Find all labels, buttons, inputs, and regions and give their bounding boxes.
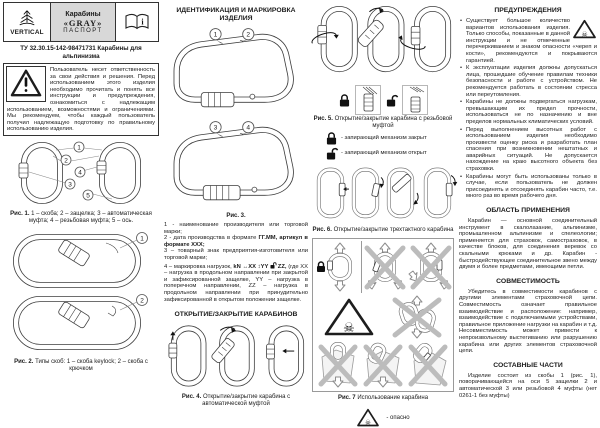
padlock-open-icon (386, 94, 397, 107)
warning-text-2: К эксплуатации изделия должны допускаться лица, прошедшие обучение правилам техники безопасности и работе с устройством. Не рекомендуется работать в состоянии стресса или переутомления. (466, 65, 597, 98)
fig6-caption (312, 227, 454, 234)
fig1-caption-text: 1 – скоба; 2 – защелка; 3 – автоматическая муфта; 4 – резьбовая муфта; 5 – ось. (28, 210, 152, 224)
column-4 (459, 2, 597, 399)
fig2-callout-1: 1 (140, 235, 144, 243)
marking-legend (164, 222, 308, 303)
skull-danger-triangle (318, 295, 380, 339)
column-2 (164, 2, 308, 408)
fig1-diagram (3, 139, 159, 205)
tu-standard-line: ТУ 32.30.15-142-98471731 Карабины для альпинизма (20, 45, 142, 60)
warning-item-2 (459, 65, 597, 98)
fig4-caption-text: Открытие/закрытие карабина с автоматической муфтой (202, 394, 291, 408)
fig1-caption-label: Рис. 1. (10, 210, 30, 217)
fig7-caption (312, 395, 454, 402)
marking-item-4 (164, 262, 308, 304)
usage-wrong-sling-load (385, 295, 449, 339)
manual-cell (116, 3, 158, 41)
fig3-callout-2: 2 (246, 31, 251, 39)
product-name: «GRAY» (63, 17, 103, 28)
usage-wrong-triaxial-load (362, 241, 408, 293)
fig3-callout-4: 4 (246, 124, 251, 132)
skull-crossbones-icon: ☠ (342, 321, 355, 336)
marking-item-1: 1 - наименование производителя или торговой марки; (164, 222, 308, 235)
usage-wrong-edge-1 (316, 341, 360, 389)
vertical-logo-icon (16, 8, 38, 28)
warning-triangle-glyph (9, 68, 43, 98)
fig6-caption-text: Открытие/закрытие трехтактного карабина (333, 227, 454, 233)
usage-row-1 (315, 241, 451, 293)
fig1-callout-5: 5 (86, 192, 90, 200)
fig1-callout-4: 4 (78, 169, 82, 177)
padlock-closed-icon (339, 94, 350, 107)
marking-date-format: ГГ.ММ, (258, 235, 278, 242)
fig6-caption-label: Рис. 6. (312, 227, 332, 233)
usage-wrong-edge-3 (406, 341, 450, 389)
product-category: Карабины (65, 10, 101, 18)
padlock-open-icon (326, 147, 337, 160)
warning-item-1 (459, 18, 597, 64)
brand-cell (4, 3, 51, 41)
lock-open-text: - запирающий механизм открыт (341, 150, 427, 156)
open-close-heading: ОТКРЫТИЕ/ЗАКРЫТИЕ КАРАБИНОВ (174, 311, 298, 319)
marking-item-3: 3 – товарный знак предприятия-изготовителя или торговой марки; (164, 248, 308, 261)
warning-text-4: Перед выполнением высотных работ с использованием изделия необходимо произвести оценку риска и разработать план спасения при возникновении нештатных и аварийных ситуаций. Не допускается нахождение на краю высотного объекта без страховки. (466, 126, 597, 173)
product-title-cell (51, 3, 116, 41)
document-type: ПАСПОРТ (63, 27, 103, 34)
skull-crossbones-icon: ☠ (365, 418, 372, 427)
title-block (3, 2, 159, 42)
sleeve-unlocked-detail (402, 85, 428, 115)
warning-text-3: Карабины не должны подвергаться нагрузкам, превышающим их предел прочности, использоваться не по назначению и вне пределов нормальных климатических условий. (466, 99, 597, 125)
lock-closed-legend (326, 132, 454, 145)
warning-text-5: Карабины могут быть использованы только в случае, если пользователь не должен присоединять и отсоединять карабин часто, т.е. много раз во время рабочего дня. (466, 173, 597, 200)
warning-text-1: Существует большое количество вариантов использования изделия. Только способы, показанные в данной инструкции и не отмеченные перечеркиванием и знаком опасности «череп и кости», рекомендуются и покрываются гарантией. (466, 18, 597, 64)
fig2-caption (3, 359, 159, 373)
application-heading: ОБЛАСТЬ ПРИМЕНЕНИЯ (486, 207, 570, 215)
identification-heading: ИДЕНТИФИКАЦИЯ И МАРКИРОВКА ИЗДЕЛИЯ (176, 7, 296, 22)
fig1-caption (3, 211, 159, 225)
skull-triangle-inline (572, 19, 597, 43)
parts-text: Изделие состоит из скобы 1 (рис. 1), поворачивающейся на оси 5 защелки 2 и автоматической 3 или резьбовой 4 муфты (нет 0261-1 без муфты) (459, 372, 597, 399)
fig2-caption-label: Рис. 2. (14, 358, 34, 365)
responsibility-warning-text: Пользователь несет ответственность за свои действия и решения. Перед использованием этого изделия необходимо прочитать и понять все инструкции и предупреждения, ознакомиться с надлежащим использованием, возможностями и ограничениями. Мы рекомендуем, чтобы каждый пользователь получил надлежащую подготовку по правильному использованию изделия. (7, 67, 155, 133)
compatibility-text: Убедитесь в совместимости карабинов с другими элементами страховочной цепи. Совместимость означает правильное взаимодействие и расположение: например, взаимодействие с подключаемыми устройствами, правильное приложение нагрузки на карабин и т.д. Несовместимость может привести к непроизвольному выстегиванию или разрушению карабина или других элементов страховочной цепи. (459, 288, 597, 355)
fig3-callout-3: 3 (213, 124, 218, 132)
fig3-diagram-upper (164, 26, 308, 114)
fig1-callout-1: 1 (77, 144, 81, 152)
fig4-diagram (164, 322, 308, 388)
fig7-caption-text: Использование карабина (357, 395, 429, 401)
fig4-caption (164, 394, 308, 408)
open-gate-icon (270, 262, 276, 269)
fig3-callout-1: 1 (213, 31, 218, 39)
fig3-caption: Рис. 3. (226, 213, 246, 219)
danger-legend-text: - опасно (386, 415, 410, 421)
usage-wrong-edge-2 (361, 341, 405, 389)
fig6-diagram (312, 163, 454, 221)
brand-name: VERTICAL (10, 29, 44, 36)
usage-row-3 (315, 341, 451, 389)
warnings-list (459, 18, 597, 200)
sleeve-locked-detail (355, 85, 381, 115)
fig5-diagram (312, 2, 454, 78)
application-text: Карабин — основной соединительный инструмент в скалолазание, альпинизме, промышленном альпинизме и спелеологии; применяется для страховок, самостраховок, в качестве блоков, для соединения веревок со скальными крюками и др. Карабин - быстродействующее соединительное звено между двумя и более предметами, имеющими петли. (459, 218, 597, 271)
fig2-callout-2: 2 (140, 297, 144, 305)
warning-item-5 (459, 174, 597, 200)
read-manual-icon (124, 13, 150, 31)
warnings-heading: ПРЕДУПРЕЖДЕНИЯ (494, 7, 562, 14)
marking-date-pre: 2 - дата производства в формате (164, 235, 259, 242)
fig5-lock-detail-row (312, 85, 454, 115)
usage-wrong-gate-load (408, 241, 454, 293)
fig7-caption-label: Рис. 7 (337, 395, 356, 401)
skull-danger-triangle-small (356, 408, 380, 428)
warning-item-3 (459, 99, 597, 125)
fig2-diagram (3, 229, 159, 353)
usage-row-2 (315, 295, 451, 339)
marking-load-codes: kN ↔XX ↕YY (233, 263, 269, 270)
marking-load-rest: (где XX – нагрузка в продольном направлении при закрытой и зафиксированной защелке, YY – нагрузка в поперечном направлении, ZZ – нагрузка в продольном направлении при принудительно зафиксированной в открытом положении защелке. (164, 263, 309, 303)
marking-item-2 (164, 235, 308, 248)
responsibility-warning-box (3, 63, 159, 136)
skull-crossbones-triangle-icon (572, 19, 597, 40)
svg-text:i: i (141, 17, 144, 27)
fig1-callout-2: 2 (64, 157, 68, 165)
fig5-caption-label: Рис. 5. (313, 116, 333, 122)
fig4-caption-label: Рис. 4. (181, 394, 202, 401)
padlock-closed-icon (317, 262, 325, 272)
fig7-usage-figure (312, 238, 454, 392)
fig1-callout-3: 3 (68, 181, 72, 189)
lock-open-legend (326, 147, 454, 160)
lock-closed-text: - запирающий механизм закрыт (341, 135, 427, 141)
marking-load-pre: 4 – маркировка нагрузок, (164, 263, 234, 270)
parts-heading: СОСТАВНЫЕ ЧАСТИ (493, 361, 563, 369)
compatibility-heading: СОВМЕСТИМОСТЬ (496, 277, 560, 285)
fig3-diagram-lower (164, 119, 308, 207)
fig5-caption-text: Открытие/закрытие карабина с резьбовой муфтой (334, 116, 453, 129)
column-3 (312, 2, 454, 428)
marking-article-format: артикул в формате XXX; (164, 235, 308, 248)
column-1 (3, 2, 159, 373)
danger-legend (312, 408, 454, 428)
marking-load-zz: ZZ, (277, 263, 287, 270)
fig5-caption (312, 116, 454, 130)
padlock-closed-icon (326, 132, 337, 145)
svg-text:☠: • ☠ (581, 30, 588, 39)
usage-correct-axis-load (315, 241, 362, 293)
fig2-caption-text: Типы скоб: 1 – скоба keylock; 2 – скоба с крючком (35, 358, 148, 372)
warning-item-4 (459, 127, 597, 173)
exclamation-triangle-icon (6, 66, 46, 102)
